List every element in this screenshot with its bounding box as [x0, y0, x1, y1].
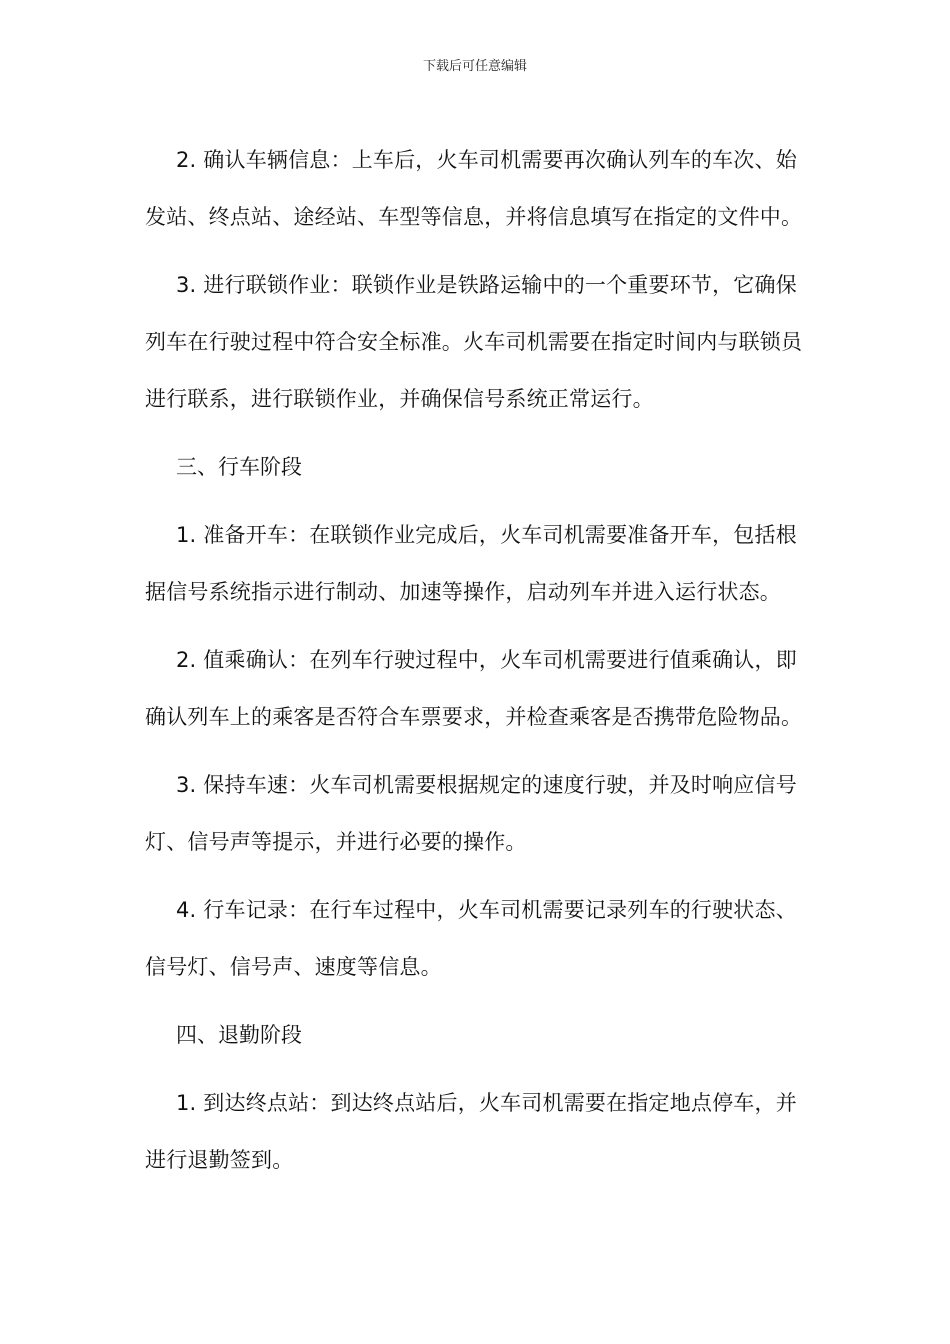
- document-body: [145, 132, 811, 1200]
- paragraph-prepare-departure: 1. 准备开车：在联锁作业完成后，火车司机需要准备开车，包括根据信号系统指示进行制动、加速等操作，启动列车并进入运行状态。: [145, 523, 797, 604]
- paragraph-interlocking-operation: 3. 进行联锁作业：联锁作业是铁路运输中的一个重要环节，它确保列车在行驶过程中符合安全标准。火车司机需要在指定时间内与联锁员进行联系，进行联锁作业，并确保信号系统正常运行。: [145, 273, 803, 411]
- page-header: 下载后可任意编辑: [422, 59, 527, 74]
- paragraph-arrive-terminal: 1. 到达终点站：到达终点站后，火车司机需要在指定地点停车，并进行退勤签到。: [145, 1091, 797, 1172]
- paragraph-maintain-speed: 3. 保持车速：火车司机需要根据规定的速度行驶，并及时响应信号灯、信号声等提示，并进行必要的操作。: [145, 773, 797, 854]
- section-heading-driving-stage: 三、行车阶段: [176, 455, 302, 479]
- paragraph-driving-record: 4. 行车记录：在行车过程中，火车司机需要记录列车的行驶状态、信号灯、信号声、速度等信息。: [145, 898, 797, 979]
- paragraph-duty-confirmation: 2. 值乘确认：在列车行驶过程中，火车司机需要进行值乘确认，即确认列车上的乘客是否符合车票要求，并检查乘客是否携带危险物品。: [145, 648, 803, 729]
- paragraph-confirm-vehicle-info: 2. 确认车辆信息：上车后，火车司机需要再次确认列车的车次、始发站、终点站、途经站、车型等信息，并将信息填写在指定的文件中。: [145, 148, 803, 229]
- section-heading-off-duty-stage: 四、退勤阶段: [176, 1023, 302, 1047]
